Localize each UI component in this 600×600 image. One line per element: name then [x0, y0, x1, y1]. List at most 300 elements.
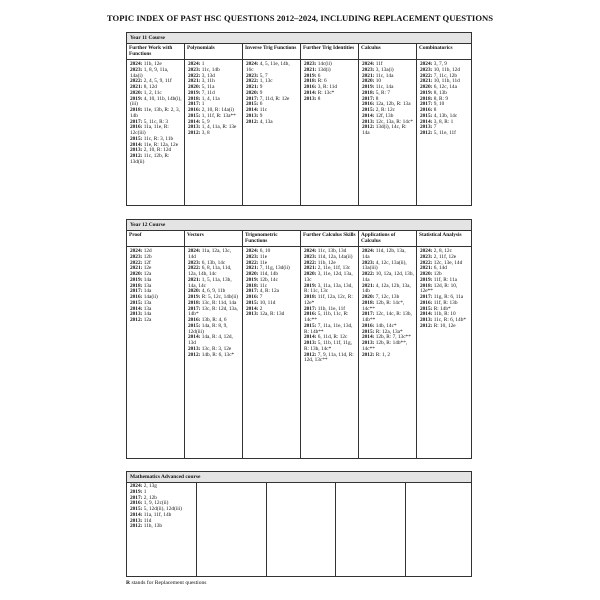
- entry-questions: 4, 12c, 13a(ii), 13a(iii): [362, 259, 407, 272]
- topic-column: [185, 230, 243, 458]
- entry-year: 2017:: [246, 95, 259, 102]
- entry-questions: 1, 2, 11c: [143, 89, 162, 96]
- entry-questions: 1, 11f, R: 13a**: [201, 112, 236, 119]
- empty-column: [336, 482, 406, 576]
- entry-questions: 12d: [143, 248, 152, 254]
- entry-year: 2016:: [130, 294, 143, 300]
- entry-questions: 13a: [143, 282, 152, 289]
- entry-year: 2023:: [246, 253, 259, 260]
- entry-year: 2015:: [362, 107, 375, 113]
- entry-questions: 8: [433, 107, 437, 113]
- entry-year: 2019:: [304, 282, 317, 289]
- entry-questions: 3, 11a, 13a, 13d, R: 11c, 13c: [304, 282, 353, 295]
- entry-questions: 11c, 14a: [375, 72, 394, 79]
- entry-questions: 1, 4, 11a, R: 13e: [201, 124, 237, 131]
- index-entry: [246, 120, 298, 126]
- entry-year: 2022:: [246, 259, 259, 266]
- topic-heading: Trigonometric Functions: [243, 230, 300, 247]
- entry-year: 2015:: [304, 322, 317, 329]
- entry-questions: 5, 7: [259, 72, 268, 79]
- entry-questions: 11e, 13b, R: 2, 3, 14b: [130, 107, 180, 119]
- entry-questions: 9: [259, 84, 263, 90]
- entry-year: 2023:: [304, 253, 317, 260]
- footnote: [126, 580, 206, 586]
- entry-questions: 7: [259, 294, 263, 300]
- topic-heading: Further Calculus Skills: [301, 230, 358, 247]
- topic-entries: [127, 60, 184, 166]
- entry-questions: 12f: [143, 259, 151, 266]
- entry-questions: 12b: [143, 253, 152, 260]
- entry-year: 2013:: [362, 340, 375, 346]
- topic-entries: [359, 247, 416, 358]
- entry-year: 2022:: [362, 271, 375, 277]
- entry-year: 2017:: [188, 101, 201, 108]
- entry-year: 2018:: [304, 78, 317, 85]
- topic-heading: Inverse Trig Functions: [243, 43, 300, 60]
- entry-year: 2012:: [304, 351, 317, 358]
- entry-questions: 4, 13a: [259, 118, 273, 125]
- entry-year: 2016:: [304, 84, 317, 90]
- entry-year: 2020:: [420, 271, 433, 277]
- entry-questions: 7, 11c, 12b: [433, 72, 458, 79]
- entry-questions: 11d, 12b, 13a, 14a: [362, 248, 406, 260]
- entry-year: 2016:: [362, 101, 375, 108]
- entry-questions: 5, 9: [201, 118, 210, 125]
- entry-year: 2018:: [420, 282, 433, 289]
- year12-table: [126, 219, 472, 459]
- entry-year: 2014:: [246, 305, 259, 312]
- entry-questions: 13a: [143, 305, 152, 312]
- entry-year: 2014:: [420, 118, 433, 125]
- entry-year: 2014:: [420, 311, 433, 318]
- entry-questions: 6, 13b, 14c: [201, 259, 226, 266]
- entry-year: 2023:: [420, 66, 433, 73]
- index-entry: [420, 324, 469, 330]
- entry-questions: 9, 10: [433, 101, 445, 108]
- entry-year: 2017:: [362, 95, 375, 102]
- entry-questions: 10, 11d: [259, 299, 276, 306]
- topic-column: [301, 43, 359, 205]
- topic-entries: [185, 60, 242, 137]
- entry-questions: 12c, 13e, 14d: [433, 259, 463, 266]
- entry-questions: 11c, 13b, 13d: [317, 248, 347, 254]
- entry-year: 2022:: [130, 259, 143, 266]
- entry-questions: 5, 12d(ii), 12d(iii): [143, 506, 182, 512]
- entry-questions: 1: [201, 101, 205, 108]
- entry-year: 2024:: [130, 61, 143, 67]
- year12-heading: Year 12 Course: [127, 220, 471, 231]
- empty-column: [406, 482, 471, 576]
- entry-questions: 13c, R: 12d, 13a, 14b*: [188, 305, 238, 318]
- entry-questions: 1, 5, 11a, 13b, 14a, 14c: [188, 276, 232, 289]
- topic-entries: [243, 247, 300, 318]
- entry-questions: 3, 7, 9: [433, 61, 447, 67]
- entry-year: 2017:: [304, 305, 317, 312]
- advanced-entries: [127, 482, 196, 530]
- entry-questions: 12a, 12b, R: 13a: [375, 101, 411, 108]
- entry-questions: 3, 11e, 12d, 13a, 13c: [304, 271, 353, 283]
- year11-heading: Year 11 Course: [127, 33, 471, 44]
- entry-year: 2021:: [362, 282, 375, 289]
- entry-year: 2014:: [362, 334, 375, 341]
- entry-questions: 2: [259, 305, 263, 312]
- entry-questions: 11g, R: 6, 11a: [433, 294, 464, 300]
- entry-year: 2014:: [130, 305, 143, 312]
- entry-year: 2022:: [246, 78, 259, 85]
- entry-questions: 5, 11b, 11f, 11g, R: 13b, 14c*: [304, 340, 352, 352]
- entry-questions: 7, 9, 11a, 11d, R: 12d, 13c**: [304, 351, 354, 364]
- entry-questions: 10, 11b, 12d: [433, 66, 460, 73]
- entry-year: 2013:: [362, 118, 375, 125]
- entry-year: 2012:: [130, 153, 143, 159]
- entry-questions: 14b, 14c*: [375, 322, 397, 329]
- topic-heading: Polynomials: [185, 43, 242, 60]
- index-entry: [304, 353, 356, 365]
- entry-questions: 2, 10, R: 12d: [143, 147, 172, 154]
- entry-questions: 10: [375, 78, 381, 85]
- entry-year: 2016:: [188, 317, 201, 323]
- entry-questions: 12b, R: 14b**, 14c**: [362, 340, 408, 352]
- entry-year: 2023:: [362, 66, 375, 73]
- entry-questions: 11b, 11e, 11f: [317, 305, 346, 312]
- entry-year: 2012:: [188, 130, 201, 136]
- entry-year: 2024:: [420, 61, 433, 67]
- topic-heading: Applications of Calculus: [359, 230, 416, 247]
- entry-questions: 12f, 13b: [375, 112, 394, 119]
- entry-year: 2018:: [188, 299, 201, 306]
- entry-year: 2024:: [130, 248, 143, 254]
- entry-year: 2016:: [246, 294, 259, 300]
- index-entry: [130, 318, 182, 324]
- entry-year: 2022:: [188, 72, 201, 79]
- topic-heading: Statistical Analysis: [417, 230, 471, 247]
- entry-year: 2018:: [188, 95, 201, 102]
- entry-questions: 9: [259, 89, 263, 96]
- index-entry: [130, 154, 182, 166]
- entry-questions: 12a: [143, 271, 152, 277]
- entry-questions: 7, 11a, 11e, 13d, R: 14b**: [304, 322, 353, 335]
- entry-year: 2016:: [130, 124, 143, 131]
- index-entry: [304, 97, 356, 103]
- entry-questions: 4, 10, 11b, 14b(i), (iii): [130, 95, 182, 108]
- entry-questions: 6, 11d, R: 12c: [317, 334, 348, 341]
- entry-year: 2013:: [130, 147, 143, 154]
- entry-questions: 12b, 14c: [259, 276, 278, 283]
- entry-questions: 7, 11d: [201, 89, 215, 96]
- entry-questions: 4, R: 12a: [259, 288, 279, 295]
- entry-year: 2020:: [246, 271, 259, 277]
- entry-questions: 2, 4, 5, 9, 11f: [143, 78, 172, 85]
- entry-questions: 12a, R: 13d: [259, 311, 285, 318]
- entry-year: 2020:: [362, 78, 375, 85]
- entry-year: 2019:: [130, 488, 143, 495]
- entry-year: 2012:: [188, 351, 201, 358]
- entry-questions: 11a, 11e, R: 12c(iii): [130, 124, 169, 136]
- empty-column: [197, 482, 267, 576]
- entry-questions: 3, 13a(i): [375, 66, 394, 73]
- entry-year: 2018:: [362, 299, 375, 306]
- entry-year: 2018:: [130, 282, 143, 289]
- entry-year: 2023:: [304, 61, 317, 67]
- entry-year: 2019:: [188, 89, 201, 96]
- entry-questions: 11e: [259, 259, 268, 266]
- entry-questions: 9: [259, 112, 263, 119]
- entry-questions: R: 1, 2: [375, 351, 390, 358]
- entry-year: 2023:: [130, 253, 143, 260]
- entry-questions: 14a: [143, 276, 152, 283]
- entry-questions: 1, 13c: [259, 78, 273, 85]
- entry-year: 2016:: [304, 311, 317, 318]
- entry-questions: 14a(ii): [143, 294, 158, 300]
- entry-year: 2024:: [362, 61, 375, 67]
- entry-questions: R: 5, 12c, 14b(ii): [201, 294, 239, 300]
- entry-questions: 11b, 13b: [143, 523, 163, 530]
- entry-year: 2024:: [362, 248, 375, 254]
- entry-questions: 6, 8, 11a, 11d, 12a, 14b, 14c: [188, 265, 232, 277]
- entry-year: 2018:: [246, 282, 259, 289]
- entry-questions: 2, 13g: [143, 483, 157, 489]
- entry-year: 2021:: [246, 84, 259, 90]
- entry-year: 2014:: [188, 118, 201, 125]
- entry-questions: 11b, R: 10: [433, 311, 456, 318]
- entry-questions: 1: [143, 488, 147, 495]
- entry-questions: 10, 11b, 11d: [433, 78, 460, 85]
- entry-questions: 11b, 12e: [143, 61, 162, 67]
- entry-questions: 12b: [433, 271, 442, 277]
- topic-column: [417, 230, 471, 458]
- entry-questions: 5, 11e, 11f: [433, 130, 456, 136]
- entry-year: 2024:: [246, 61, 259, 67]
- entry-questions: 11b, 12e: [317, 259, 336, 266]
- entry-year: 2022:: [420, 259, 433, 266]
- entry-questions: 11c, R: 3, 11b: [143, 135, 174, 142]
- index-entry: [188, 131, 240, 137]
- entry-year: 2012:: [130, 523, 143, 530]
- entry-year: 2020:: [246, 89, 259, 96]
- entry-questions: 8: [317, 95, 321, 102]
- entry-questions: 2, 10, R: 14a(i): [201, 107, 234, 113]
- entry-year: 2017:: [246, 288, 259, 295]
- index-entry: [420, 131, 469, 137]
- entry-questions: R: 6: [317, 78, 327, 85]
- entry-year: 2019:: [420, 276, 433, 283]
- entry-questions: 6: [317, 72, 321, 79]
- entry-year: 2014:: [304, 334, 317, 341]
- entry-questions: 1, 9, 12c(ii): [143, 500, 169, 507]
- entry-questions: 12c, 13a, R: 14c*: [375, 118, 413, 125]
- entry-year: 2020:: [130, 271, 143, 277]
- entry-questions: 2, 11f, 12e: [433, 253, 457, 260]
- entry-questions: 11c, 12b, R: 13d(ii): [130, 153, 170, 165]
- entry-questions: 14a: [143, 288, 152, 295]
- entry-questions: 11c: [259, 107, 268, 113]
- topic-heading: Combinatorics: [417, 43, 471, 60]
- topic-entries: [359, 60, 416, 137]
- entry-year: 2014:: [188, 334, 201, 341]
- entry-questions: 4, 5, 11e, 14b, 16c: [246, 61, 290, 73]
- entry-year: 2013:: [420, 124, 433, 131]
- entry-year: 2022:: [130, 78, 143, 85]
- entry-year: 2018:: [304, 294, 317, 300]
- entry-questions: 14a: [143, 311, 152, 318]
- topic-column: [359, 230, 417, 458]
- entry-questions: 11d: [143, 517, 152, 524]
- entry-questions: 1, 8, 9, 11a, 14a(i): [130, 66, 169, 79]
- entry-year: 2023:: [420, 253, 433, 260]
- entry-year: 2015:: [130, 299, 143, 306]
- entry-year: 2024:: [130, 483, 143, 489]
- topic-heading: Proof: [127, 230, 184, 247]
- entry-questions: 13b, R: 4, 6: [201, 317, 227, 323]
- entry-questions: 12a: [143, 317, 152, 323]
- topic-entries: [185, 247, 242, 358]
- topic-heading: Further Trig Identities: [301, 43, 358, 60]
- entry-questions: 11e: [259, 253, 268, 260]
- entry-year: 2017:: [362, 311, 375, 318]
- year11-columns: [127, 43, 471, 205]
- year11-table: [126, 32, 472, 206]
- entry-year: 2015:: [246, 101, 259, 108]
- entry-questions: 11a, 12a, 13c, 14d: [188, 248, 232, 260]
- entry-year: 2021:: [304, 66, 317, 73]
- index-entry: [362, 125, 414, 137]
- entry-questions: 11f: [375, 61, 383, 67]
- entry-questions: 1: [201, 61, 205, 67]
- entry-questions: 4, 12a, 12b, 13a, 14b: [362, 282, 411, 295]
- page-title: TOPIC INDEX OF PAST HSC QUESTIONS 2012–2024, INCLUDING REPLACEMENT QUESTIONS: [106, 13, 494, 23]
- entry-questions: 11d, 12a, 14a(ii): [317, 253, 353, 260]
- entry-questions: 12c, 14c, R: 13b, 14b**: [362, 311, 412, 323]
- entry-year: 2020:: [130, 89, 143, 96]
- advanced-heading: Mathematics Advanced course: [127, 472, 471, 483]
- entry-questions: 11a, 11f, 14b: [143, 511, 172, 518]
- entry-questions: R: 14b*: [433, 305, 451, 312]
- topic-column: [243, 230, 301, 458]
- entry-year: 2013:: [130, 311, 143, 318]
- entry-questions: 5, 11a: [201, 84, 215, 90]
- topic-column: [359, 43, 417, 205]
- entry-year: 2016:: [362, 322, 375, 329]
- entry-questions: 5, R: 7: [375, 89, 390, 96]
- entry-questions: 6, 14d: [433, 265, 447, 272]
- entry-year: 2015:: [362, 328, 375, 335]
- entry-year: 2015:: [130, 135, 143, 142]
- empty-column: [267, 482, 336, 576]
- entry-questions: 11f, R: 13b: [433, 299, 458, 306]
- entry-year: 2019:: [420, 89, 433, 96]
- entry-questions: 14c(ii): [317, 61, 332, 67]
- entry-questions: 3, R: 11d: [317, 84, 338, 90]
- entry-year: 2019:: [304, 72, 317, 79]
- entry-questions: 11e, R: 12a, 12e: [143, 141, 179, 148]
- entry-questions: 3, 11h: [201, 78, 215, 85]
- topic-entries: [301, 60, 358, 102]
- entry-year: 2024:: [420, 248, 433, 254]
- entry-questions: 8, R: 9: [433, 95, 448, 102]
- entry-year: 2015:: [188, 322, 201, 329]
- entry-year: 2016:: [130, 500, 143, 507]
- advanced-columns: [127, 482, 471, 576]
- entry-questions: 12b, R: 14c*, 14c**: [362, 299, 405, 312]
- entry-questions: 14a, R: 4, 12d, 13d: [188, 334, 233, 346]
- entry-year: 2024:: [188, 248, 201, 254]
- entry-year: 2024:: [304, 248, 317, 254]
- entry-year: 2012:: [362, 351, 375, 358]
- entry-questions: R: 13c*: [317, 89, 335, 96]
- entry-year: 2015:: [188, 112, 201, 119]
- entry-year: 2023:: [130, 66, 143, 73]
- entry-questions: 5, 11b, 11c, R: 14c**: [304, 311, 349, 323]
- entry-questions: 12b, R: 7, 13c**: [375, 334, 411, 341]
- entry-questions: 8, 13b: [433, 89, 447, 96]
- topic-column: [243, 43, 301, 205]
- topic-column: [127, 230, 185, 458]
- entry-year: 2016:: [188, 107, 201, 113]
- entry-year: 2013:: [188, 345, 201, 352]
- entry-year: 2017:: [420, 101, 433, 108]
- entry-year: 2015:: [130, 506, 143, 512]
- topic-heading: Calculus: [359, 43, 416, 60]
- entry-questions: 11c, 14b: [201, 66, 220, 73]
- entry-year: 2021:: [130, 265, 143, 272]
- entry-year: 2021:: [188, 276, 201, 283]
- entry-year: 2020:: [362, 294, 375, 300]
- entry-year: 2017:: [420, 294, 433, 300]
- entry-questions: 7, 12c, 13b: [375, 294, 400, 300]
- entry-year: 2018:: [130, 107, 143, 113]
- topic-column: [417, 43, 471, 205]
- entry-questions: 2, 8, 12c: [433, 248, 452, 254]
- entry-questions: 3, 13d: [201, 72, 215, 79]
- entry-year: 2017:: [130, 118, 143, 125]
- entry-questions: 6, 10: [259, 248, 271, 254]
- entry-year: 2022:: [188, 265, 201, 272]
- entry-year: 2021:: [420, 265, 433, 272]
- entry-year: 2021:: [246, 265, 259, 272]
- topic-entries: [417, 60, 471, 137]
- entry-year: 2021:: [130, 84, 143, 90]
- entry-year: 2022:: [420, 72, 433, 79]
- topic-heading: Vectors: [185, 230, 242, 247]
- entry-year: 2021:: [420, 78, 433, 85]
- entry-questions: R: 10, 12e: [433, 322, 456, 329]
- entry-year: 2023:: [362, 259, 375, 266]
- entry-year: 2024:: [188, 61, 201, 67]
- entry-year: 2023:: [188, 66, 201, 73]
- topic-entries: [127, 247, 184, 324]
- entry-year: 2014:: [304, 89, 317, 96]
- entry-questions: 11f, R: 11a: [433, 276, 457, 283]
- topic-column: [185, 43, 243, 205]
- entry-questions: 10, 12a, 12d, 13b, 14a: [362, 271, 414, 283]
- index-entry: [130, 524, 194, 530]
- topic-entries: [243, 60, 300, 125]
- entry-year: 2012:: [420, 130, 433, 136]
- entry-questions: 4, 13b, 14c: [433, 112, 458, 119]
- entry-questions: 2, 12b: [143, 494, 157, 501]
- entry-year: 2021:: [304, 265, 317, 272]
- entry-year: 2018:: [420, 95, 433, 102]
- entry-year: 2020:: [304, 271, 317, 277]
- topic-entries: [417, 247, 471, 330]
- entry-year: 2015:: [420, 112, 433, 119]
- entry-questions: 7: [433, 124, 437, 131]
- entry-questions: 5, 11c, R: 3: [143, 118, 169, 125]
- entry-year: 2020:: [420, 84, 433, 90]
- entry-year: 2013:: [246, 311, 259, 318]
- entry-questions: 8: [375, 95, 379, 102]
- entry-questions: 3, 8: [201, 130, 210, 136]
